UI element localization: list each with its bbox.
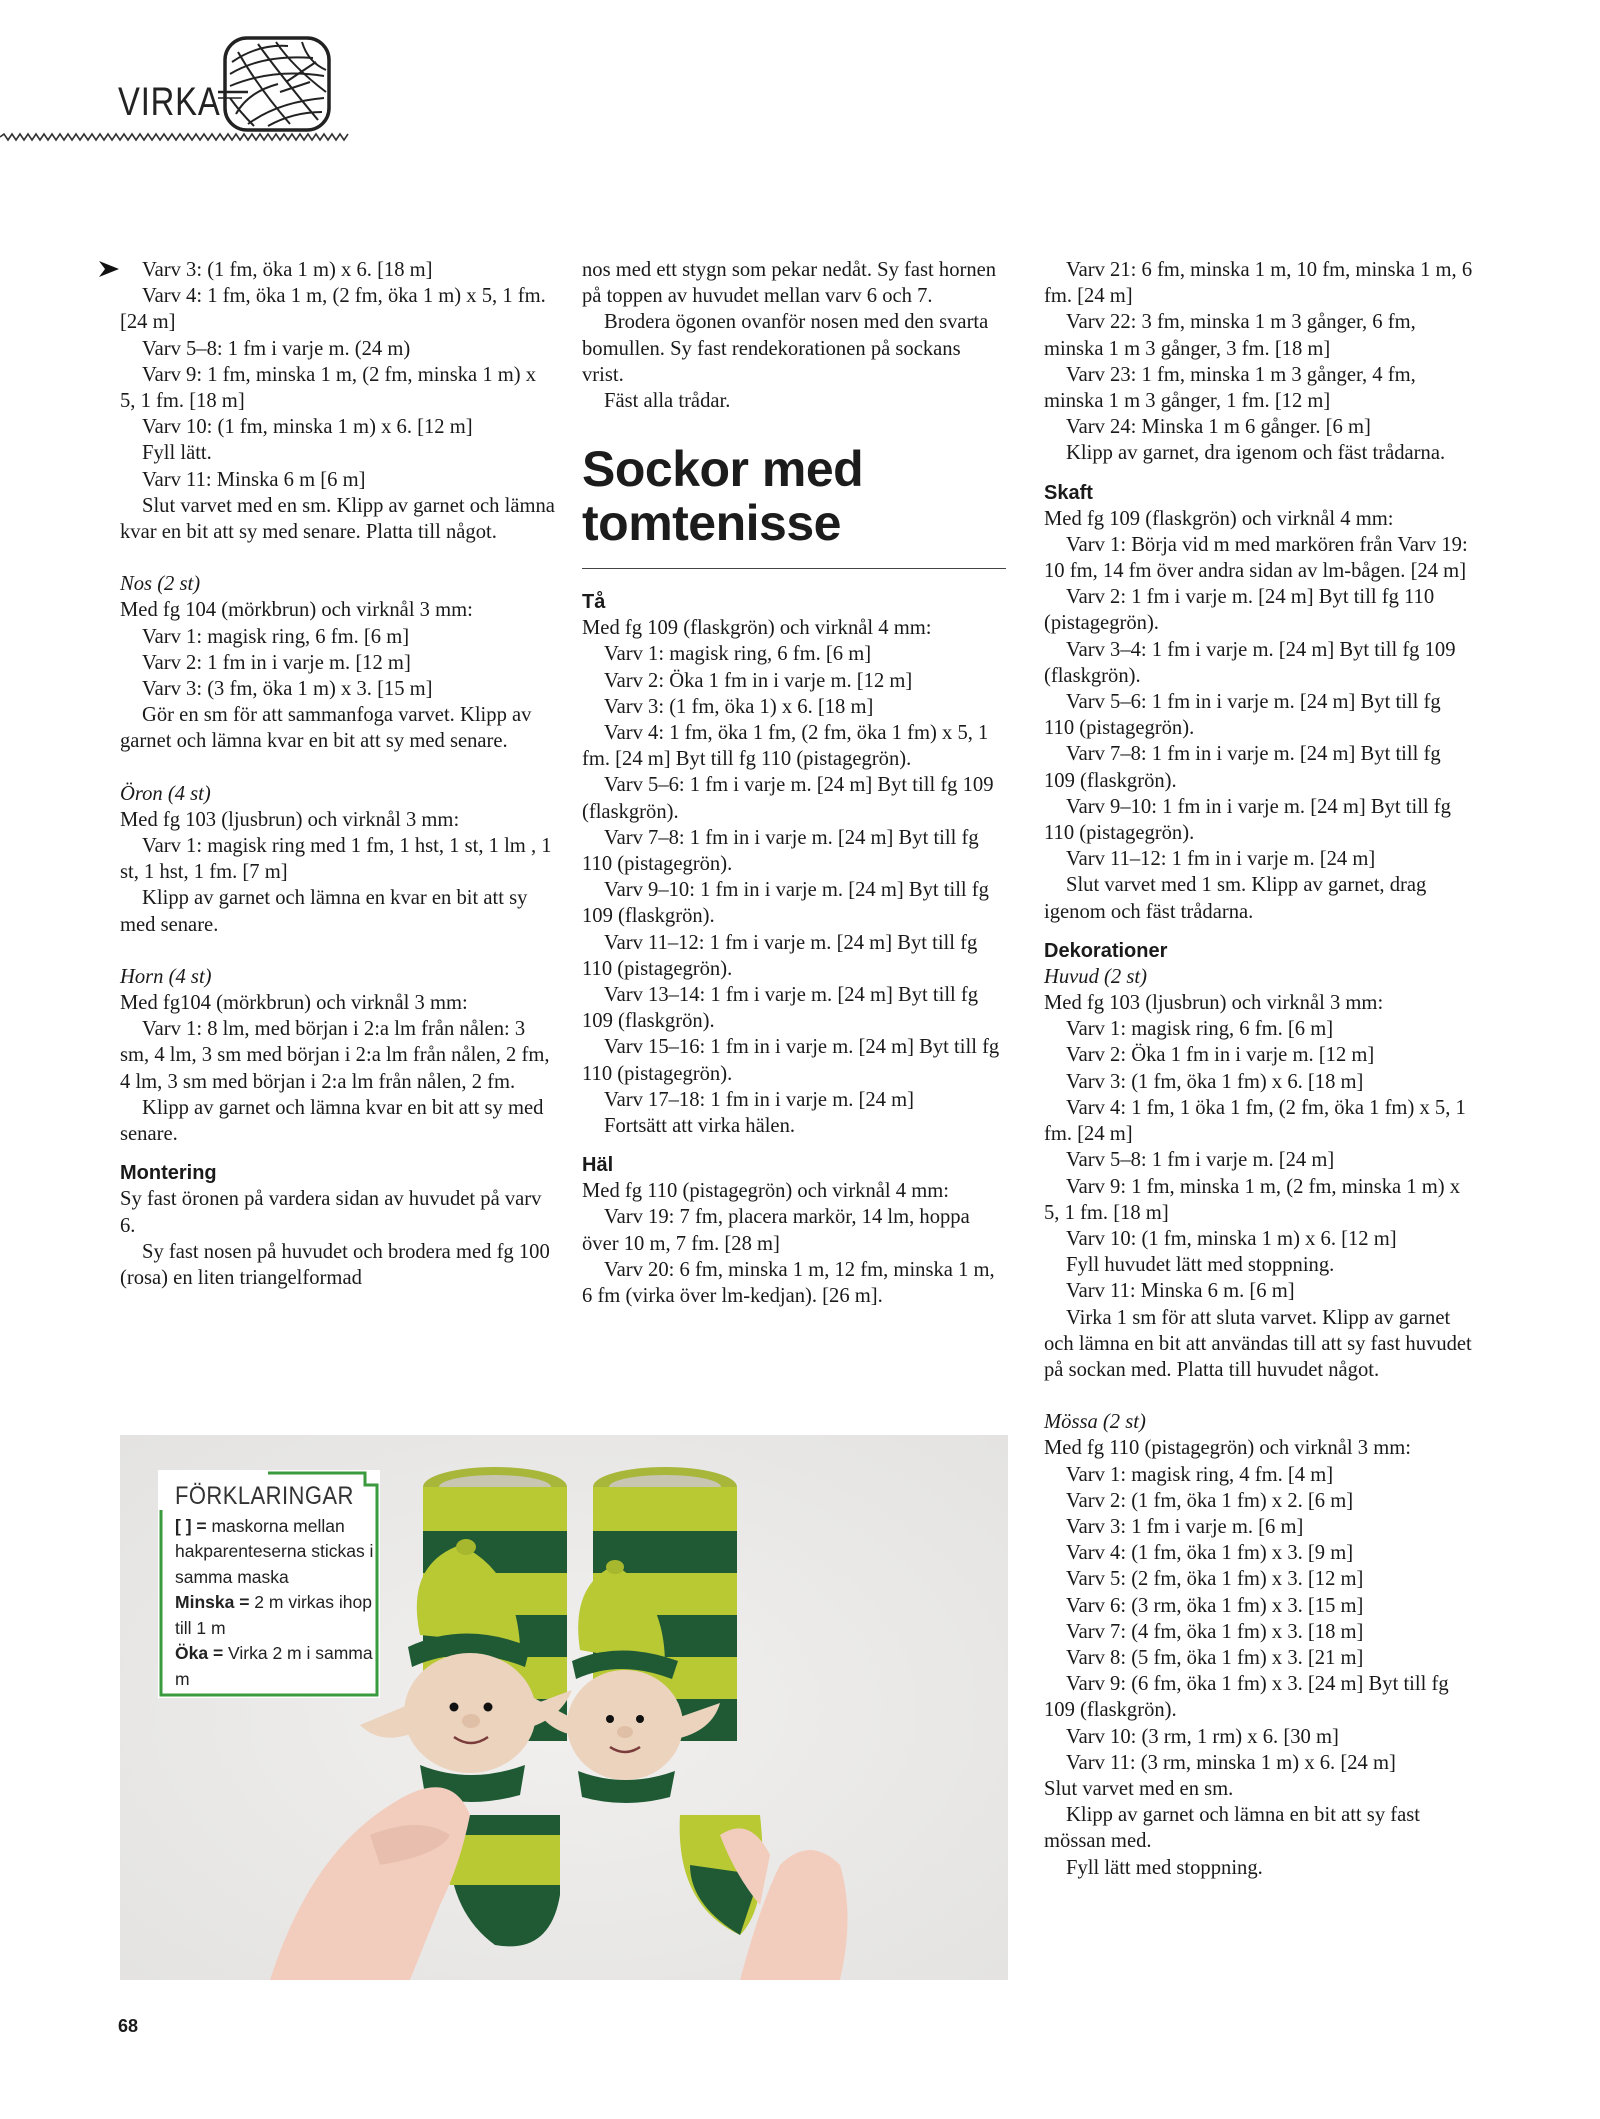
pattern-row: Varv 3–4: 1 fm i varje m. [24 m] Byt till fg 109 (flaskgrön). bbox=[1044, 638, 1456, 687]
subheading-huvud: Huvud (2 st) bbox=[1044, 965, 1147, 988]
explanation-item bbox=[175, 1641, 375, 1692]
pattern-row: Varv 5–8: 1 fm i varje m. (24 m) bbox=[142, 337, 411, 360]
pattern-row: Varv 11–12: 1 fm i varje m. [24 m] Byt till fg 110 (pistagegrön). bbox=[582, 931, 978, 980]
pattern-row: Med fg 104 (mörkbrun) och virknål 3 mm: bbox=[120, 599, 473, 622]
pattern-row: Varv 3: 1 fm i varje m. [6 m] bbox=[1066, 1515, 1304, 1538]
pattern-row: Varv 2: 1 fm i varje m. [24 m] Byt till fg 110 (pistagegrön). bbox=[1044, 586, 1435, 635]
column-2 bbox=[582, 257, 1006, 1309]
pattern-row: Varv 5–8: 1 fm i varje m. [24 m] bbox=[1066, 1149, 1335, 1172]
pattern-row: Varv 4: 1 fm, öka 1 m, (2 fm, öka 1 m) x 5, 1 fm. [24 m] bbox=[120, 285, 546, 334]
pattern-row: Klipp av garnet och lämna kvar en bit att sy med senare. bbox=[120, 1096, 544, 1146]
pattern-row: Varv 1: magisk ring, 6 fm. [6 m] bbox=[604, 643, 872, 666]
pattern-row: Varv 1: magisk ring, 4 fm. [4 m] bbox=[1066, 1463, 1334, 1486]
explanation-item bbox=[175, 1514, 375, 1591]
pattern-row: Varv 5–6: 1 fm i varje m. [24 m] Byt till fg 109 (flaskgrön). bbox=[582, 774, 994, 823]
pattern-row: Slut varvet med en sm. Klipp av garnet och lämna kvar en bit att sy med senare. Platta till något. bbox=[120, 494, 555, 544]
pattern-row: Varv 7–8: 1 fm in i varje m. [24 m] Byt till fg 109 (flaskgrön). bbox=[1044, 743, 1441, 792]
pattern-row: Varv 3: (1 fm, öka 1 m) x 6. [18 m] bbox=[142, 259, 433, 281]
pattern-row: Varv 2: (1 fm, öka 1 fm) x 2. [6 m] bbox=[1066, 1489, 1354, 1512]
pattern-row: Varv 4: (1 fm, öka 1 fm) x 3. [9 m] bbox=[1066, 1542, 1354, 1565]
pattern-row: Varv 24: Minska 1 m 6 gånger. [6 m] bbox=[1066, 416, 1371, 439]
pattern-row: Varv 5–6: 1 fm in i varje m. [24 m] Byt till fg 110 (pistagegrön). bbox=[1044, 691, 1441, 740]
pattern-row: Varv 17–18: 1 fm in i varje m. [24 m] bbox=[604, 1088, 914, 1111]
explanation-definition: Virka 2 m i samma m bbox=[175, 1643, 373, 1689]
pattern-row: Varv 9–10: 1 fm in i varje m. [24 m] Byt till fg 110 (pistagegrön). bbox=[1044, 795, 1451, 845]
pattern-row: Med fg 103 (ljusbrun) och virknål 3 mm: bbox=[1044, 992, 1384, 1015]
pattern-row: nos med ett stygn som pekar nedåt. Sy fast hornen på toppen av huvudet mellan varv 6 och 7. bbox=[582, 259, 997, 308]
subheading-horn: Horn (4 st) bbox=[120, 965, 212, 988]
pattern-row: Med fg104 (mörkbrun) och virknål 3 mm: bbox=[120, 992, 468, 1015]
page-number: 68 bbox=[118, 2016, 139, 2036]
header-zigzag-rule bbox=[0, 132, 350, 142]
pattern-row: Varv 4: 1 fm, öka 1 fm, (2 fm, öka 1 fm) x 5, 1 fm. [24 m] Byt till fg 110 (pistagegrön). bbox=[582, 722, 989, 771]
pattern-row: Virka 1 sm för att sluta varvet. Klipp av garnet och lämna en bit att användas till att sy fast huvudet på sockan med. Platta till huvudet något. bbox=[1044, 1306, 1472, 1381]
pattern-row: Klipp av garnet, dra igenom och fäst trådarna. bbox=[1066, 442, 1446, 465]
pattern-row: Slut varvet med 1 sm. Klipp av garnet, drag igenom och fäst trådarna. bbox=[1044, 874, 1427, 923]
pattern-row: Varv 1: Börja vid m med markören från Varv 19: 10 fm, 14 fm över andra sidan av lm-bågen. [24 m] bbox=[1044, 533, 1468, 583]
pattern-row: Brodera ögonen ovanför nosen med den svarta bomullen. Sy fast rendekorationen på sockans vrist. bbox=[582, 311, 989, 386]
pattern-row: Varv 3: (3 fm, öka 1 m) x 3. [15 m] bbox=[142, 678, 433, 701]
pattern-row: Varv 9–10: 1 fm in i varje m. [24 m] Byt till fg 109 (flaskgrön). bbox=[582, 879, 989, 928]
pattern-row: Varv 10: (3 rm, 1 rm) x 6. [30 m] bbox=[1066, 1725, 1339, 1748]
pattern-row: Varv 23: 1 fm, minska 1 m 3 gånger, 4 fm, minska 1 m 3 gånger, 1 fm. [12 m] bbox=[1044, 363, 1416, 413]
section-title: VIRKA bbox=[118, 80, 221, 124]
pattern-row: Varv 8: (5 fm, öka 1 fm) x 3. [21 m] bbox=[1066, 1646, 1364, 1669]
pattern-row: Varv 19: 7 fm, placera markör, 14 lm, hoppa över 10 m, 7 fm. [28 m] bbox=[582, 1206, 970, 1255]
pattern-row: Klipp av garnet och lämna en bit att sy fast mössan med. bbox=[1044, 1804, 1420, 1853]
pattern-row: Varv 10: (1 fm, minska 1 m) x 6. [12 m] bbox=[142, 416, 473, 439]
pattern-row: Varv 20: 6 fm, minska 1 m, 12 fm, minska 1 m, 6 fm (virka över lm-kedjan). [26 m]. bbox=[582, 1258, 995, 1308]
pattern-row: Varv 11: (3 rm, minska 1 m) x 6. [24 m] bbox=[1066, 1751, 1396, 1774]
pattern-row: Varv 3: (1 fm, öka 1) x 6. [18 m] bbox=[604, 695, 874, 718]
pattern-row: Varv 13–14: 1 fm i varje m. [24 m] Byt till fg 109 (flaskgrön). bbox=[582, 984, 979, 1033]
pattern-row: Med fg 110 (pistagegrön) och virknål 3 mm: bbox=[1044, 1437, 1411, 1460]
column-3 bbox=[1044, 257, 1474, 1881]
heading-skaft: Skaft bbox=[1044, 481, 1093, 504]
pattern-row: Varv 5: (2 fm, öka 1 fm) x 3. [12 m] bbox=[1066, 1568, 1364, 1591]
pattern-row: Med fg 110 (pistagegrön) och virknål 4 mm: bbox=[582, 1180, 949, 1203]
pattern-row: Varv 1: 8 lm, med början i 2:a lm från nålen: 3 sm, 4 lm, 3 sm med början i 2:a lm från nålen, 2 fm, 4 lm, 3 sm med början i 2:a lm från nålen, 2 fm. bbox=[120, 1018, 550, 1093]
explanation-term: [ ] = bbox=[175, 1515, 207, 1536]
pattern-row: Varv 7–8: 1 fm in i varje m. [24 m] Byt till fg 110 (pistagegrön). bbox=[582, 826, 979, 876]
pattern-row: Varv 6: (3 rm, öka 1 fm) x 3. [15 m] bbox=[1066, 1594, 1364, 1617]
heading-hal: Häl bbox=[582, 1154, 614, 1177]
explanation-definition: maskorna mellan hakparenteserna stickas i samma maska bbox=[175, 1515, 374, 1587]
pattern-row: Med fg 109 (flaskgrön) och virknål 4 mm: bbox=[1044, 507, 1394, 530]
subheading-oron: Öron (4 st) bbox=[120, 782, 211, 805]
explanation-item bbox=[175, 1590, 375, 1641]
pattern-row: Varv 15–16: 1 fm in i varje m. [24 m] Byt till fg 110 (pistagegrön). bbox=[582, 1036, 1000, 1085]
pattern-row: Varv 1: magisk ring med 1 fm, 1 hst, 1 st, 1 lm , 1 st, 1 hst, 1 fm. [7 m] bbox=[120, 835, 552, 884]
pattern-row: Gör en sm för att sammanfoga varvet. Klipp av garnet och lämna kvar en bit att sy med senare. bbox=[120, 704, 532, 753]
pattern-row: Varv 2: 1 fm in i varje m. [12 m] bbox=[142, 651, 411, 674]
pattern-row: Fäst alla trådar. bbox=[604, 390, 731, 413]
pattern-row: Varv 4: 1 fm, 1 öka 1 fm, (2 fm, öka 1 fm) x 5, 1 fm. [24 m] bbox=[1044, 1096, 1466, 1146]
yarn-ball-logo bbox=[218, 32, 336, 136]
pattern-row: Varv 9: 1 fm, minska 1 m, (2 fm, minska 1 m) x 5, 1 fm. [18 m] bbox=[1044, 1175, 1461, 1224]
pattern-row: Varv 1: magisk ring, 6 fm. [6 m] bbox=[1066, 1018, 1334, 1041]
pattern-row: Varv 11: Minska 6 m. [6 m] bbox=[1066, 1280, 1295, 1303]
pattern-row: Fyll lätt med stoppning. bbox=[1066, 1856, 1263, 1879]
pattern-row: Sy fast nosen på huvudet och brodera med fg 100 (rosa) en liten triangelformad bbox=[120, 1240, 550, 1289]
pattern-row: Varv 10: (1 fm, minska 1 m) x 6. [12 m] bbox=[1066, 1227, 1397, 1250]
pattern-row: Med fg 109 (flaskgrön) och virknål 4 mm: bbox=[582, 617, 932, 640]
explanation-definition: 2 m virkas ihop till 1 m bbox=[175, 1592, 372, 1638]
pattern-row: Varv 2: Öka 1 fm in i varje m. [12 m] bbox=[604, 669, 913, 692]
pattern-row: Varv 11–12: 1 fm in i varje m. [24 m] bbox=[1066, 848, 1376, 871]
article-title: Sockor med tomtenisse bbox=[582, 441, 864, 552]
continuation-arrow-icon bbox=[98, 258, 120, 280]
pattern-row: Varv 2: Öka 1 fm in i varje m. [12 m] bbox=[1066, 1044, 1375, 1067]
column-1 bbox=[120, 257, 556, 1291]
title-divider bbox=[582, 568, 1006, 569]
subheading-nos: Nos (2 st) bbox=[120, 573, 201, 596]
pattern-row: Varv 11: Minska 6 m [6 m] bbox=[142, 468, 366, 491]
heading-ta: Tå bbox=[582, 591, 606, 614]
pattern-row: Varv 21: 6 fm, minska 1 m, 10 fm, minska 1 m, 6 fm. [24 m] bbox=[1044, 259, 1473, 308]
explanations-box bbox=[158, 1470, 380, 1698]
heading-montering: Montering bbox=[120, 1162, 217, 1185]
pattern-row: Sy fast öronen på vardera sidan av huvudet på varv 6. bbox=[120, 1188, 542, 1237]
pattern-row: Fyll lätt. bbox=[142, 442, 212, 465]
pattern-row: Varv 7: (4 fm, öka 1 fm) x 3. [18 m] bbox=[1066, 1620, 1364, 1643]
explanations-title: FÖRKLARINGAR bbox=[175, 1482, 354, 1510]
pattern-row: Varv 9: (6 fm, öka 1 fm) x 3. [24 m] Byt till fg 109 (flaskgrön). bbox=[1044, 1673, 1449, 1722]
pattern-row: Varv 1: magisk ring, 6 fm. [6 m] bbox=[142, 625, 410, 648]
pattern-row: Klipp av garnet och lämna en kvar en bit att sy med senare. bbox=[120, 887, 528, 936]
pattern-row: Slut varvet med en sm. bbox=[1044, 1777, 1234, 1800]
heading-dekorationer: Dekorationer bbox=[1044, 939, 1168, 962]
pattern-row: Fortsätt att virka hälen. bbox=[604, 1115, 796, 1138]
pattern-row: Varv 3: (1 fm, öka 1 fm) x 6. [18 m] bbox=[1066, 1070, 1364, 1093]
pattern-row: Fyll huvudet lätt med stoppning. bbox=[1066, 1254, 1335, 1277]
pattern-row: Varv 9: 1 fm, minska 1 m, (2 fm, minska 1 m) x 5, 1 fm. [18 m] bbox=[120, 363, 537, 413]
pattern-row: Med fg 103 (ljusbrun) och virknål 3 mm: bbox=[120, 808, 460, 831]
explanation-term: Minska = bbox=[175, 1592, 250, 1612]
explanation-term: Öka = bbox=[175, 1643, 224, 1663]
pattern-row: Varv 22: 3 fm, minska 1 m 3 gånger, 6 fm, minska 1 m 3 gånger, 3 fm. [18 m] bbox=[1044, 311, 1416, 360]
subheading-mossa: Mössa (2 st) bbox=[1044, 1411, 1146, 1434]
